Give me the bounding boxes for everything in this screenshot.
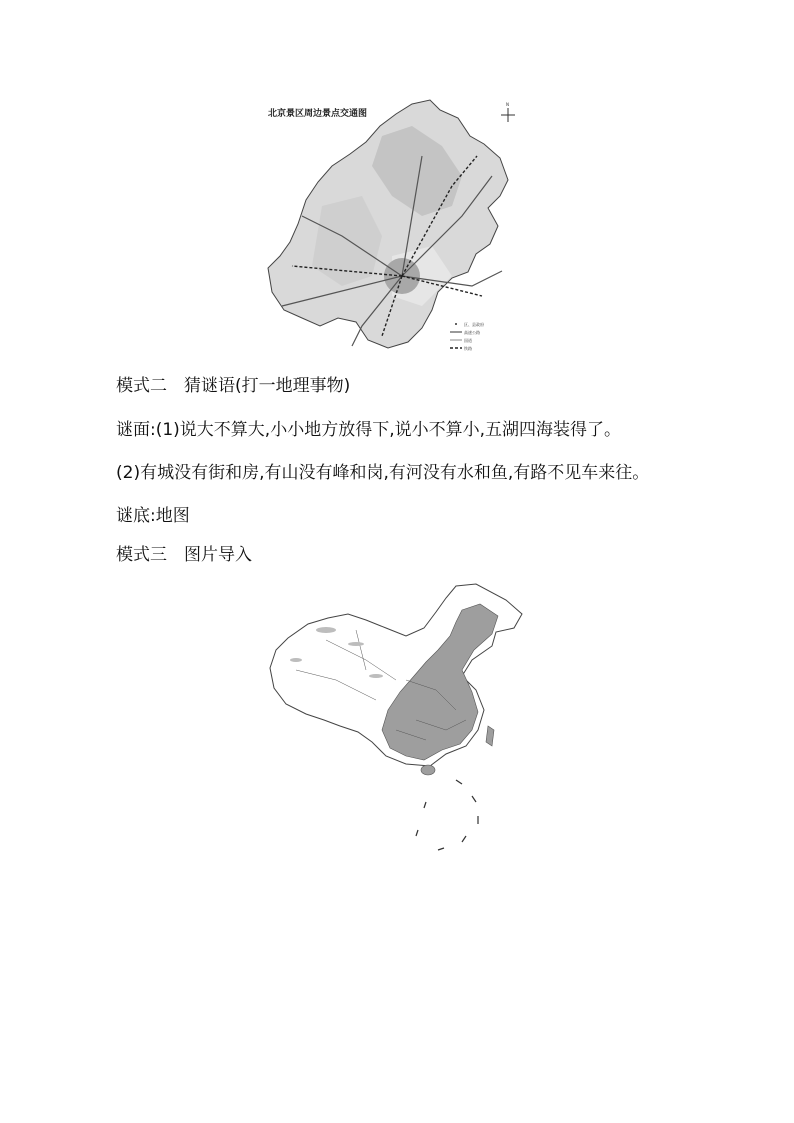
compass-label: N <box>506 102 509 107</box>
beijing-traffic-map <box>262 96 532 358</box>
map-legend <box>450 321 484 351</box>
mode3-heading: 模式三 图片导入 <box>116 545 252 565</box>
china-map <box>266 580 532 854</box>
beijing-map-title: 北京景区周边景点交通图 <box>268 109 368 119</box>
legend-highway: 高速公路 <box>464 330 480 335</box>
mode2-heading: 模式二 猜谜语(打一地理事物) <box>116 376 351 396</box>
compass-icon <box>501 102 515 122</box>
riddle-line-2: (2)有城没有街和房,有山没有峰和岗,有河没有水和鱼,有路不见车来往。 <box>116 463 650 483</box>
riddle-answer: 谜底:地图 <box>116 506 190 526</box>
legend-railway: 铁路 <box>464 346 472 351</box>
legend-district: 区、县政府 <box>464 322 484 327</box>
legend-national-road: 国道 <box>464 338 472 343</box>
riddle-line-1: 谜面:(1)说大不算大,小小地方放得下,说小不算小,五湖四海装得了。 <box>116 420 622 440</box>
